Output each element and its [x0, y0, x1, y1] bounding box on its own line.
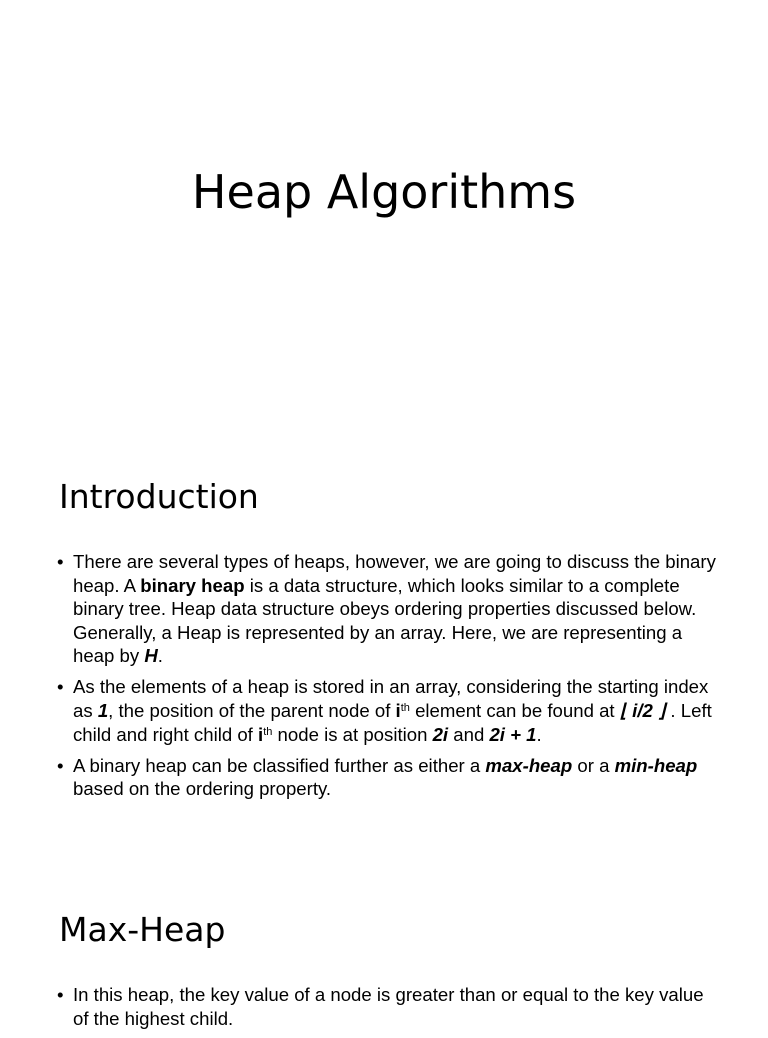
bullet-text: or a: [572, 754, 615, 776]
bold-term: binary heap: [140, 574, 245, 596]
bullet-array-indexing: [57, 675, 717, 746]
title-slide: [0, 0, 768, 432]
introduction-bullet-list: [57, 550, 717, 808]
bullet-text: A binary heap can be classified further as either a: [73, 754, 486, 776]
bullet-marker: •: [57, 754, 64, 776]
bullet-heap-classification: [57, 754, 717, 801]
bullet-text: element can be found at: [409, 700, 620, 722]
introduction-heading: Introduction: [59, 477, 259, 516]
bold-term: i: [258, 723, 264, 745]
bullet-text: . Left child and right child of: [73, 700, 712, 745]
max-heap-bullet-list: [57, 983, 717, 1038]
bullet-text: is a data structure, which looks similar to a complete binary tree. Heap data structure obeys ordering properties discussed below. Generally, a Heap is represented by an array. Here, we are representing a heap by: [73, 574, 697, 667]
bold-italic-term: 2i: [432, 723, 449, 745]
bold-italic-term: 1: [97, 700, 109, 722]
max-heap-heading: Max-Heap: [59, 910, 226, 949]
bold-italic-term: min-heap: [614, 754, 698, 776]
bullet-marker: •: [57, 551, 64, 572]
bullet-text: In this heap, the key value of a node is greater than or equal to the key value of the highest child.: [73, 984, 704, 1029]
superscript: th: [400, 702, 410, 715]
bullet-text: .: [157, 645, 163, 667]
introduction-slide: [0, 432, 768, 864]
bold-italic-term: H: [144, 645, 158, 667]
bold-italic-term: ⌊ i/2 ⌋: [619, 700, 666, 722]
bold-italic-term: max-heap: [485, 754, 573, 776]
bullet-text: , the position of the parent node of: [108, 700, 396, 722]
max-heap-slide: [0, 864, 768, 1029]
bullet-text: .: [536, 723, 542, 745]
bullet-text: node is at position: [272, 723, 433, 745]
superscript: th: [263, 725, 273, 738]
bullet-max-heap-property: [57, 983, 717, 1030]
bullet-binary-heap-definition: [57, 550, 717, 668]
bullet-text: There are several types of heaps, however, we are going to discuss the binary heap. A: [73, 551, 716, 596]
bold-italic-term: 2i + 1: [489, 723, 537, 745]
bullet-marker: •: [57, 984, 64, 1005]
bold-term: i: [395, 700, 401, 722]
bullet-text: based on the ordering property.: [73, 778, 332, 800]
presentation-title: Heap Algorithms: [191, 165, 577, 219]
bullet-marker: •: [57, 676, 64, 698]
bullet-text: As the elements of a heap is stored in an array, considering the starting index as: [73, 676, 709, 722]
bullet-text: and: [448, 723, 490, 745]
